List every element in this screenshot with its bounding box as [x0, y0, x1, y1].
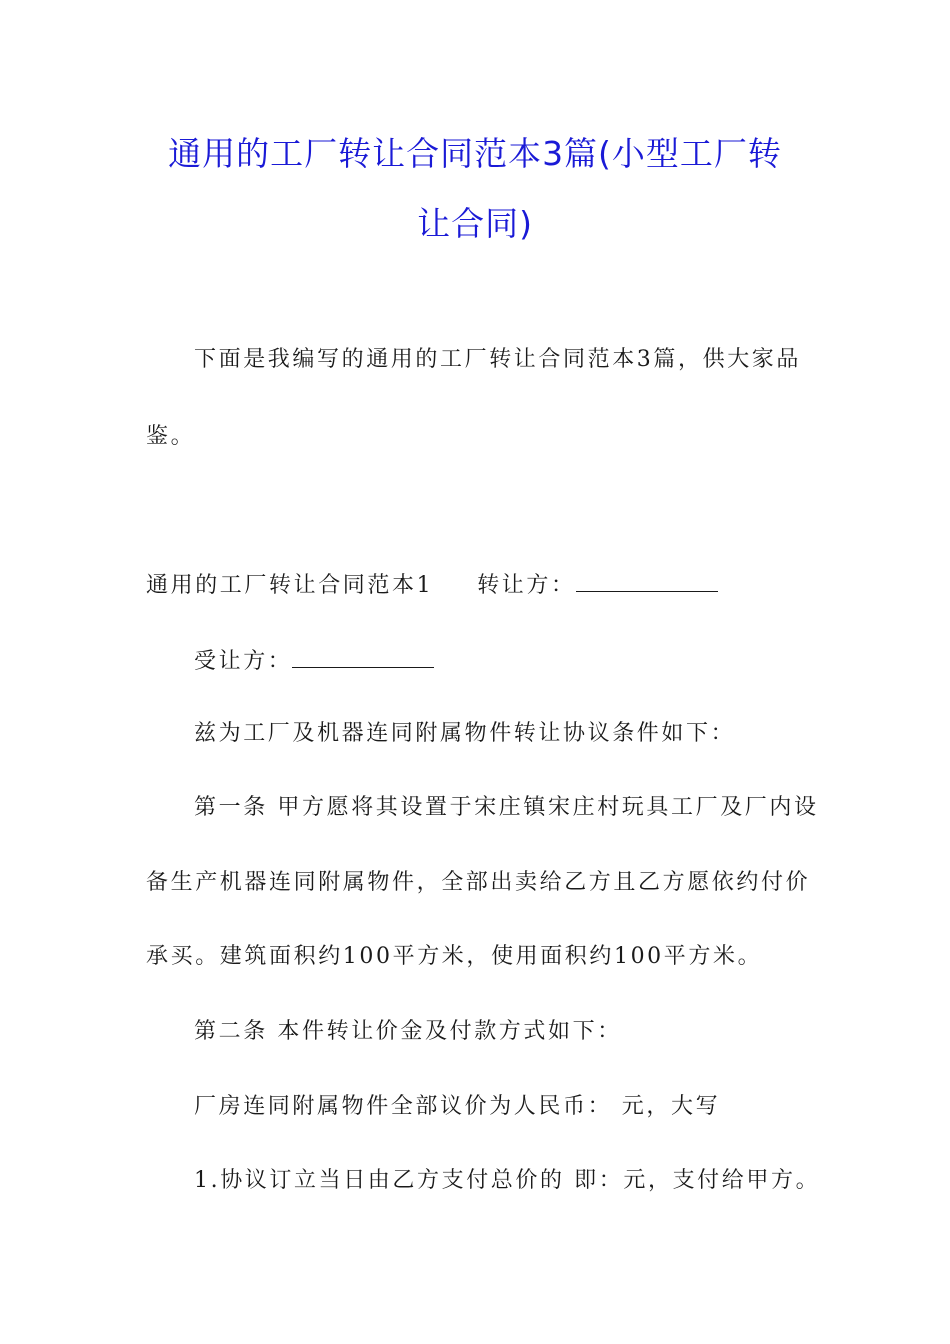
- article-1-line-1: 第一条 甲方愿将其设置于宋庄镇宋庄村玩具工厂及厂内设: [194, 795, 819, 820]
- document-title-line-2: 让合同): [417, 204, 533, 243]
- transferee-blank: [292, 649, 434, 668]
- intro-line-2: 鉴。: [146, 424, 196, 449]
- article-2-line: 第二条 本件转让价金及付款方式如下：: [194, 1019, 622, 1044]
- intro-line-1: 下面是我编写的通用的工厂转让合同范本3篇，供大家品: [194, 347, 801, 372]
- payment-clause-1: 1.协议订立当日由乙方支付总价的 即：元，支付给甲方。: [194, 1168, 821, 1193]
- article-1-line-2: 备生产机器连同附属物件，全部出卖给乙方且乙方愿依约付价: [146, 870, 811, 895]
- contract-heading-row: [146, 573, 816, 597]
- price-line: 厂房连同附属物件全部议价为人民币： 元，大写: [194, 1094, 721, 1119]
- transferor-label: 转让方：: [477, 573, 576, 598]
- article-1-line-3: 承买。建筑面积约100平方米，使用面积约100平方米。: [146, 944, 763, 969]
- contract-heading: 通用的工厂转让合同范本1: [146, 573, 434, 598]
- document-title-line-1: 通用的工厂转让合同范本3篇(小型工厂转: [168, 134, 782, 173]
- transferee-label: 受让方：: [194, 649, 293, 674]
- transferor-blank: [576, 573, 718, 592]
- preamble-line: 兹为工厂及机器连同附属物件转让协议条件如下：: [194, 721, 736, 746]
- transferee-row: [194, 649, 864, 673]
